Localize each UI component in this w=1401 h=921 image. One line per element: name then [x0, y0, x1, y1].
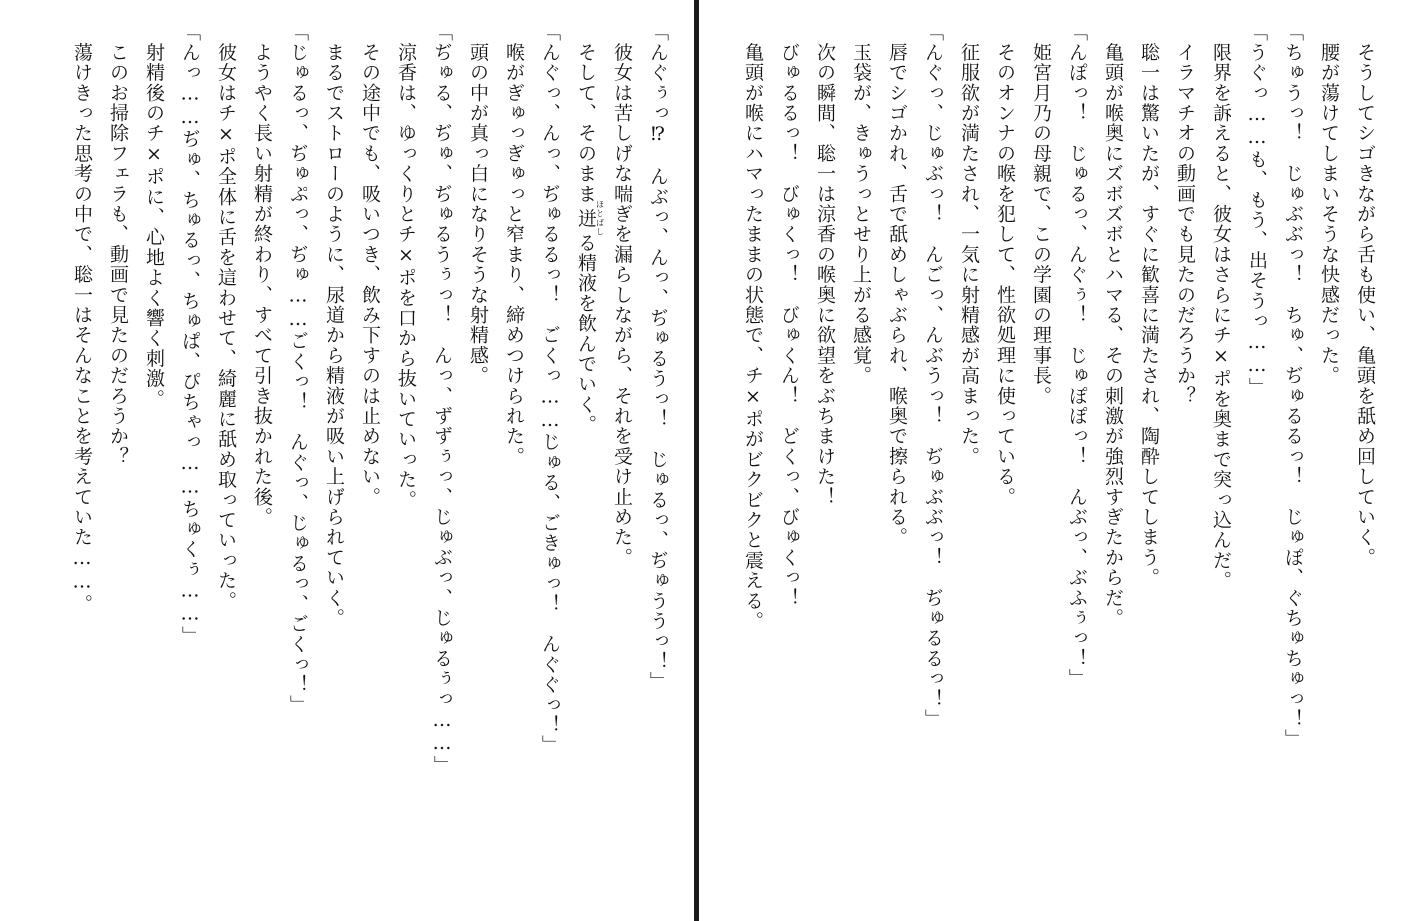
left-page-text [64, 22, 676, 902]
text-line: 「ちゅうっ！ じゅぶぶっ！ ちゅ、ぢゅるるっ！ じゅぽ、ぐちゅちゅっ！」 [1282, 22, 1304, 750]
text-line: 頭の中が真っ白になりそうな射精感。 [467, 22, 489, 386]
text-line: 喉がぎゅっぎゅっと窄まり、締めつけられた。 [503, 22, 525, 467]
text-line: 限界を訴えると、彼女はさらにチ×ポを奥まで突っ込んだ。 [1210, 22, 1232, 591]
text-line: 「んぽっ！ じゅるっ、んぐぅ！ じゅぽぽっ！ んぶっ、ぶふぅっ！」 [1066, 22, 1088, 689]
text-line: 「んっ……ぢゅ、ちゅるっ、ちゅぱ、ぴちゃっ……ちゅくぅ……」 [179, 22, 201, 646]
text-line: 亀頭が喉奥にズボズボとハマる、その刺激が強烈すぎたからだ。 [1102, 22, 1124, 628]
text-line: 次の瞬間、聡一は涼香の喉奥に欲望をぶちまけた！ [814, 22, 836, 507]
ruby-reading: ほとばし [595, 199, 605, 237]
text-line: 「うぐっ……も、もう、出そうっ……」 [1246, 22, 1268, 398]
text-line: このお掃除フェラも、動画で見たのだろうか？ [107, 22, 129, 467]
text-line: 「んぐぅっ⁉ んぶっ、んっ、ぢゅるうっ！ じゅるっ、ぢゅううっ！」 [647, 22, 669, 692]
right-page-text [735, 22, 1383, 902]
ruby-line-after: る精液を飲んでいく。 [575, 232, 597, 435]
text-line: 唇でシゴかれ、舌で舐めしゃぶられ、喉奥で擦られる。 [886, 22, 908, 548]
text-line: 姫宮月乃の母親で、この学園の理事長。 [1030, 22, 1052, 406]
text-line: 亀頭が喉にハマったままの状態で、チ×ポがビクビクと震える。 [742, 22, 764, 631]
text-line: 蕩けきった思考の中で、聡一はそんなことを考えていた……。 [71, 22, 93, 614]
text-line: まるでストローのように、尿道から精液が吸い上げられていく。 [323, 22, 345, 628]
text-line: 「んぐっ、じゅぶっ！ んごっ、んぶうっ！ ぢゅぶぶっ！ ぢゅるるっ！」 [922, 22, 944, 729]
text-line: 聡一は驚いたが、すぐに歓喜に満たされ、陶酔してしまう。 [1138, 22, 1160, 588]
text-line-with-ruby [568, 22, 604, 902]
text-line: 「んぐっ、んっ、ぢゅるるっ！ ごくっ……じゅる、ごきゅっ！ んぐぐっ！」 [539, 22, 561, 756]
text-line: 涼香は、ゆっくりとチ×ポを口から抜いていった。 [395, 22, 417, 510]
text-line: びゅるるっ！ びゅくっ！ びゅくん！ どくっ、びゅくっ！ [778, 22, 800, 608]
text-line: 「じゅるっ、ぢゅぷっ、ぢゅ……ごくっ！ んぐっ、じゅるっ、ごくっ！」 [287, 22, 309, 715]
ruby-line-before: そして、そのまま [575, 22, 597, 204]
ruby-base: 迸 [575, 199, 597, 237]
text-line: 彼女はチ×ポ全体に舌を這わせて、綺麗に舐め取っていった。 [215, 22, 237, 611]
text-line: 征服欲が満たされ、一気に射精感が高まった。 [958, 22, 980, 467]
text-line: その途中でも、吸いつき、飲み下すのは止めない。 [359, 22, 381, 507]
text-line: そうしてシゴきながら舌も使い、亀頭を舐め回していく。 [1354, 22, 1376, 568]
text-line: イラマチオの動画でも見たのだろうか？ [1174, 22, 1196, 406]
ruby-annotation [575, 199, 605, 237]
text-line: ようやく長い射精が終わり、すべて引き抜かれた後。 [251, 22, 273, 527]
text-line: 「ぢゅる、ぢゅ、ぢゅるうぅっ！ んっ、ずずぅっ、じゅぶっ、じゅるぅっ……」 [431, 22, 453, 776]
text-line: そのオンナの喉を犯して、性欲処理に使っている。 [994, 22, 1016, 507]
text-line: 彼女は苦しげな喘ぎを漏らしながら、それを受け止めた。 [611, 22, 633, 568]
text-line: 射精後のチ×ポに、心地よく響く刺激。 [143, 22, 165, 409]
text-line: 腰が蕩けてしまいそうな快感だった。 [1318, 22, 1340, 386]
left-page[interactable] [0, 0, 694, 921]
right-page[interactable] [699, 0, 1401, 921]
text-line: 玉袋が、きゅうっとせり上がる感覚。 [850, 22, 872, 386]
